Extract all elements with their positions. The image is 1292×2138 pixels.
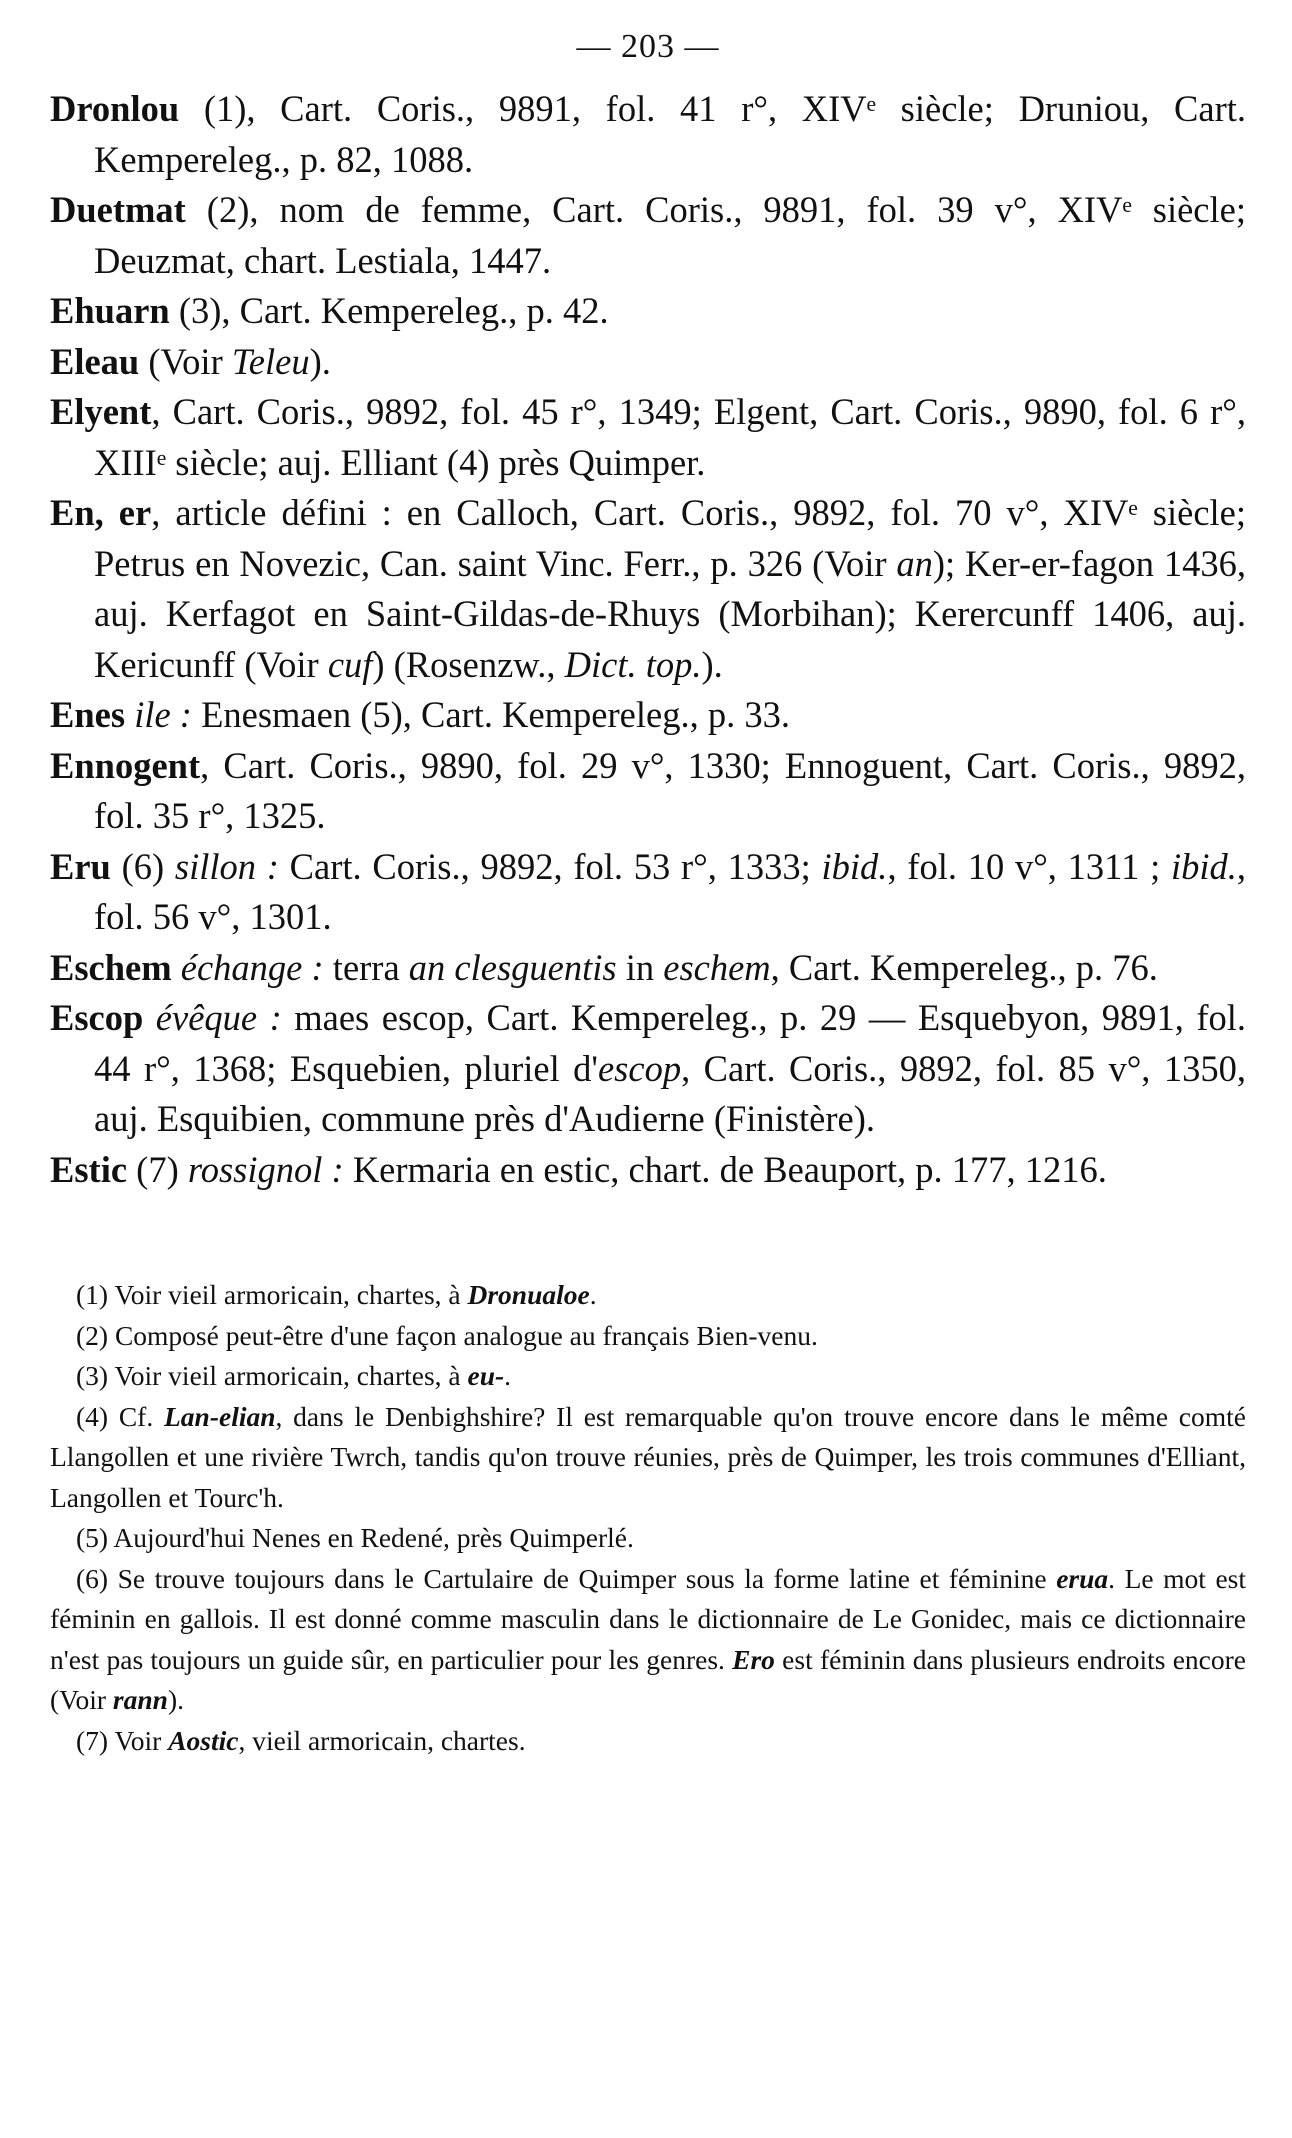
entry-italic-text: ibid. [821, 845, 888, 887]
footnote-text: . Le mot est féminin en gallois. Il est donné comme masculin dans le dictionnaire de Le Gonidec, mais ce dictionnaire n'est pas toujours un guide sûr, en particulier pour les genres. [50, 1562, 1246, 1675]
entry-text: (2), nom de femme, Cart. Coris., 9891, fol. 39 v°, XIVᵉ siècle; Deuzmat, chart. Lestiala, 1447. [94, 189, 1246, 281]
entry-text: ); Ker-er-fagon 1436, auj. Kerfagot en Saint-Gildas-de-Rhuys (Morbihan); Kerercunff 1406, auj. Kericunff (Voir [94, 542, 1246, 685]
footnote-italic-text: eu- [467, 1360, 505, 1391]
entry-text: , Cart. Coris., 9890, fol. 29 v°, 1330; Ennoguent, Cart. Coris., 9892, fol. 35 r°, 1325. [94, 744, 1246, 836]
entry-italic-text: cuf [327, 643, 373, 685]
entry-italic-text: an [896, 542, 933, 584]
footnote-text: , dans le Denbighshire? Il est remarquable qu'on trouve encore dans le même comté Llangollen et une rivière Twrch, tandis qu'on trouve réunies, près de Quimper, les trois communes d'Elliant, Langollen et Tourc'h. [50, 1400, 1246, 1513]
footnote-1 [50, 1275, 1246, 1316]
entry-text: ). [701, 643, 723, 685]
footnote-text: (1) Voir vieil armoricain, chartes, à [76, 1279, 468, 1310]
entry-headword: Eschem [50, 946, 172, 988]
entry-italic-text: échange : [171, 946, 324, 988]
entry-text: Kermaria en estic, chart. de Beauport, p. 177, 1216. [343, 1148, 1107, 1190]
footnote-text: . [589, 1279, 597, 1310]
entry-eleau [50, 337, 1246, 388]
entry-text: ). [309, 340, 331, 382]
entry-headword: Escop [50, 997, 144, 1038]
entry-en-er [50, 488, 1246, 690]
dictionary-entries [50, 84, 1246, 1195]
footnote-7 [50, 1721, 1246, 1762]
page-number: — 203 — [576, 28, 720, 65]
entry-text: (1), Cart. Coris., 9891, fol. 41 r°, XIVᵉ siècle; Druniou, Cart. Kempereleg., p. 82, 1088. [94, 88, 1246, 180]
entry-text: , Cart. Kempereleg., p. 76. [770, 946, 1158, 988]
footnote-italic-text: Lan-elian [164, 1400, 276, 1432]
entry-text: Enesmaen (5), Cart. Kempereleg., p. 33. [191, 694, 790, 735]
entry-ennogent [50, 741, 1246, 842]
entry-text: , fol. 10 v°, 1311 ; [887, 845, 1171, 887]
entry-estic [50, 1145, 1246, 1196]
entry-text: maes escop, Cart. Kempereleg., p. 29 — Esquebyon, 9891, fol. 44 r°, 1368; Esquebien, pluriel d' [94, 997, 1246, 1089]
footnote-text: , vieil armoricain, chartes. [238, 1724, 526, 1756]
entry-ehuarn [50, 286, 1246, 337]
entry-italic-text: escop [597, 1047, 682, 1089]
entry-italic-text: Dict. top. [564, 643, 702, 685]
footnote-text: (7) Voir [76, 1724, 169, 1756]
entry-escop [50, 993, 1246, 1145]
entry-headword: Ennogent [50, 744, 201, 786]
entry-duetmat [50, 185, 1246, 286]
entry-text: (Voir [139, 340, 232, 382]
footnote-text: (5) Aujourd'hui Nenes en Redené, près Quimperlé. [76, 1522, 634, 1553]
entry-enes [50, 690, 1246, 741]
footnote-text: (6) Se trouve toujours dans le Cartulaire de Quimper sous la forme latine et féminine [76, 1562, 1057, 1594]
entry-text: terra [323, 946, 409, 988]
entry-headword: Eru [50, 845, 111, 887]
entry-text: , Cart. Coris., 9892, fol. 45 r°, 1349; Elgent, Cart. Coris., 9890, fol. 6 r°, XIIIᵉ siècle; auj. Elliant (4) près Quimper. [94, 391, 1246, 483]
footnote-text: est féminin dans plusieurs endroits encore (Voir [50, 1643, 1246, 1715]
entry-italic-text: an clesguentis [408, 946, 617, 988]
footnote-italic-text: rann [112, 1684, 168, 1715]
entry-headword: Ehuarn [50, 290, 170, 331]
entry-italic-text: sillon : [174, 845, 279, 887]
footnote-3 [50, 1356, 1246, 1397]
footnote-italic-text: Ero [732, 1643, 775, 1675]
footnote-text: (2) Composé peut-être d'une façon analogue au français Bien-venu. [76, 1319, 818, 1351]
entry-italic-text: rossignol : [187, 1148, 344, 1190]
entry-text: , article défini : en Calloch, Cart. Coris., 9892, fol. 70 v°, XIVᵉ siècle; Petrus en Novezic, Can. saint Vinc. Ferr., p. 326 (Voir [94, 492, 1246, 584]
entry-text: (6) [110, 845, 175, 887]
entry-headword: Elyent [50, 391, 152, 432]
entry-italic-text: Teleu [231, 340, 310, 382]
entry-headword: Estic [50, 1148, 128, 1190]
entry-headword: En, er [50, 492, 152, 533]
entry-text: (7) [127, 1148, 188, 1190]
entry-text: ) (Rosenzw., [372, 643, 565, 685]
entry-dronlou [50, 84, 1246, 185]
footnote-4 [50, 1397, 1246, 1519]
footnote-text: ). [167, 1684, 184, 1715]
footnote-2 [50, 1316, 1246, 1357]
footnotes [50, 1275, 1246, 1761]
footnote-text: . [504, 1360, 512, 1391]
entry-text: , fol. 56 v°, 1301. [94, 845, 1246, 937]
footnote-text: (4) Cf. [76, 1400, 164, 1432]
entry-headword: Duetmat [50, 189, 186, 230]
entry-italic-text: ile : [125, 694, 192, 735]
footnote-italic-text: Dronualoe [467, 1279, 590, 1310]
entry-text: , Cart. Coris., 9892, fol. 85 v°, 1350, auj. Esquibien, commune près d'Audierne (Finistère). [94, 1047, 1246, 1139]
footnote-italic-text: Aostic [168, 1724, 239, 1756]
entry-eru [50, 842, 1246, 943]
entry-italic-text: ibid. [1170, 845, 1237, 887]
entry-headword: Dronlou [50, 88, 180, 129]
entry-text: in [616, 946, 664, 988]
entry-headword: Eleau [50, 340, 140, 382]
footnote-5 [50, 1518, 1246, 1559]
footnote-6 [50, 1559, 1246, 1721]
entry-headword: Enes [50, 694, 126, 735]
entry-italic-text: évêque : [143, 997, 282, 1038]
entry-elyent [50, 387, 1246, 488]
footnote-italic-text: erua [1056, 1562, 1109, 1594]
footnote-text: (3) Voir vieil armoricain, chartes, à [76, 1360, 468, 1391]
entry-text: (3), Cart. Kempereleg., p. 42. [169, 290, 609, 331]
entry-italic-text: eschem [663, 946, 771, 988]
entry-eschem [50, 943, 1246, 994]
entry-text: Cart. Coris., 9892, fol. 53 r°, 1333; [278, 845, 822, 887]
